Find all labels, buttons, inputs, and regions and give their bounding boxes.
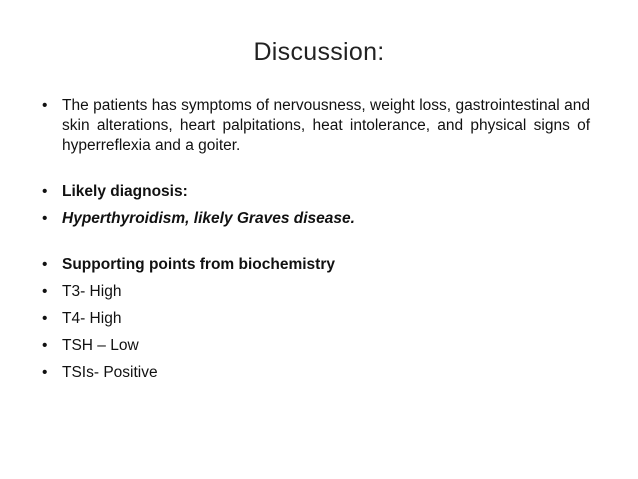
bullet-text-supporting-points: Supporting points from biochemistry: [62, 256, 335, 273]
bullet-icon: •: [42, 256, 48, 273]
bullet-item-likely-diagnosis: [42, 182, 590, 202]
bullet-icon: •: [42, 283, 48, 300]
bullet-icon: •: [42, 310, 48, 327]
bullet-icon: •: [42, 210, 48, 227]
bullet-icon: •: [42, 364, 48, 381]
bullet-icon: •: [42, 183, 48, 200]
bullet-text-tsis: TSIs- Positive: [62, 364, 158, 381]
bullet-item-tsis: [42, 363, 590, 383]
bullet-item-symptoms: [42, 96, 590, 156]
slide-title: Discussion:: [253, 38, 385, 66]
bullet-icon: •: [42, 337, 48, 354]
bullet-item-t3: [42, 282, 590, 302]
bullet-text-t3: T3- High: [62, 283, 122, 300]
bullet-icon: •: [42, 97, 48, 114]
bullet-text-diagnosis: Hyperthyroidism, likely Graves disease.: [62, 210, 355, 227]
bullet-item-supporting-points: [42, 255, 590, 275]
bullet-text-t4: T4- High: [62, 310, 122, 327]
slide-content: [42, 96, 590, 390]
bullet-text-symptoms: The patients has symptoms of nervousness, weight loss, gastrointestinal and skin alterations, heart palpitations, heat intolerance, and physical signs of hyperreflexia and a goiter.: [62, 97, 590, 154]
bullet-item-tsh: [42, 336, 590, 356]
bullet-item-diagnosis: [42, 209, 590, 229]
bullet-text-tsh: TSH – Low: [62, 337, 139, 354]
bullet-text-likely-diagnosis: Likely diagnosis:: [62, 183, 188, 200]
bullet-item-t4: [42, 309, 590, 329]
